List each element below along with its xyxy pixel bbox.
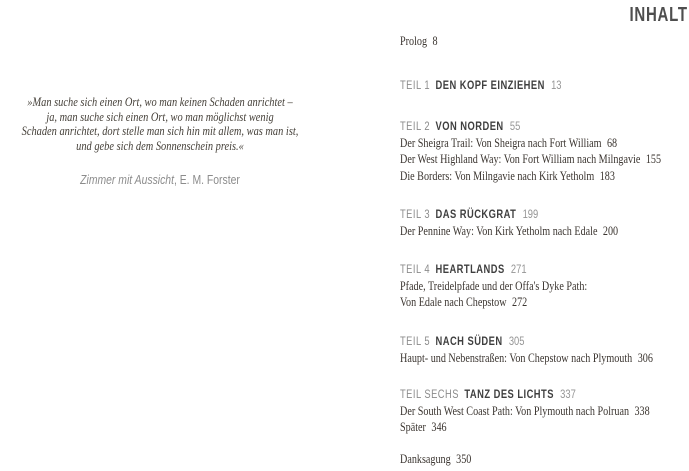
- entry-text: Der West Highland Way: Von Fort William nach Milngavie: [400, 151, 641, 166]
- entry-text: Danksagung: [400, 451, 451, 466]
- entry-page-number: 155: [645, 151, 662, 166]
- epigraph: [0, 95, 320, 187]
- part-heading: [400, 77, 561, 94]
- chapter-entry: [400, 168, 661, 185]
- part-heading: [400, 333, 653, 350]
- toc-part-2: [400, 118, 661, 184]
- toc-entry-prolog: [400, 33, 438, 50]
- entry-page-number: 68: [606, 134, 618, 150]
- entry-text: Haupt- und Nebenstraßen: Von Chepstow nach Plymouth: [400, 349, 633, 365]
- epigraph-attribution: [0, 172, 320, 187]
- chapter-entry: [400, 223, 618, 240]
- part-label: TEIL 1: [400, 78, 431, 92]
- entry-text: Prolog: [400, 33, 428, 48]
- epigraph-line: ja, man suche sich einen Ort, wo man möglichst wenig: [46, 108, 274, 124]
- chapter-entry: [400, 294, 587, 311]
- chapter-entry: [400, 350, 653, 367]
- part-label: TEIL 5: [400, 334, 431, 348]
- entry-page-number: 272: [512, 294, 528, 309]
- part-title: TANZ DES LICHTS: [464, 387, 554, 401]
- chapter-entry: [400, 278, 587, 295]
- epigraph-source-title: Zimmer mit Aussicht: [80, 172, 174, 187]
- part-label: TEIL SECHS: [400, 387, 459, 401]
- entry-text: Später: [400, 419, 426, 434]
- part-page-number: 305: [508, 334, 525, 348]
- part-heading: [400, 118, 661, 135]
- toc-entry-danksagung: [400, 451, 471, 468]
- part-page-number: 13: [551, 78, 562, 92]
- epigraph-line: »Man suche sich einen Ort, wo man keinen Schaden anrichtet –: [27, 94, 293, 109]
- entry-text: Der South West Coast Path: Von Plymouth nach Polruan: [400, 402, 630, 418]
- chapter-entry: [400, 151, 661, 168]
- part-label: TEIL 4: [400, 262, 431, 276]
- epigraph-source-author: , E. M. Forster: [173, 172, 240, 187]
- entry-text: Der Pennine Way: Von Kirk Yetholm nach Edale: [400, 222, 598, 238]
- entry-text: Von Edale nach Chepstow: [400, 294, 507, 309]
- part-title: VON NORDEN: [435, 119, 504, 133]
- toc-part-3: [400, 206, 618, 239]
- entry-text: Die Borders: Von Milngavie nach Kirk Yetholm: [400, 167, 595, 183]
- entry-page-number: 183: [599, 167, 615, 183]
- chapter-entry: [400, 135, 661, 152]
- part-heading: [400, 386, 650, 403]
- part-title: DAS RÜCKGRAT: [435, 207, 517, 221]
- entry-page-number: 200: [602, 222, 619, 238]
- page-title: INHALT: [629, 4, 688, 26]
- part-heading: [400, 261, 587, 278]
- entry-page-number: 338: [634, 402, 650, 418]
- chapter-entry: [400, 419, 650, 436]
- entry-page-number: 346: [431, 419, 447, 434]
- part-title: NACH SÜDEN: [435, 334, 503, 348]
- part-title: HEARTLANDS: [435, 262, 505, 276]
- part-heading: [400, 206, 618, 223]
- epigraph-line: Schaden anrichtet, dort stelle man sich hin mit allem, was man ist,: [21, 123, 299, 138]
- part-label: TEIL 3: [400, 207, 431, 221]
- entry-text: Pfade, Treidelpfade und der Offa's Dyke Path:: [400, 277, 588, 293]
- epigraph-line: und gebe sich dem Sonnenschein preis.«: [76, 137, 244, 153]
- part-page-number: 55: [509, 119, 521, 133]
- toc-part-1: [400, 77, 561, 94]
- chapter-entry: [400, 403, 650, 420]
- entry-page-number: 350: [456, 451, 472, 466]
- part-page-number: 337: [560, 387, 576, 401]
- toc-part-5: [400, 333, 653, 366]
- part-title: DEN KOPF EINZIEHEN: [435, 78, 545, 92]
- part-label: TEIL 2: [400, 119, 431, 133]
- toc-part-6: [400, 386, 650, 436]
- part-page-number: 271: [510, 262, 527, 276]
- entry-page-number: 306: [637, 349, 653, 365]
- entry-page-number: 8: [432, 33, 438, 48]
- toc-part-4: [400, 261, 587, 311]
- part-page-number: 199: [522, 207, 539, 221]
- entry-text: Der Sheigra Trail: Von Sheigra nach Fort William: [400, 134, 602, 150]
